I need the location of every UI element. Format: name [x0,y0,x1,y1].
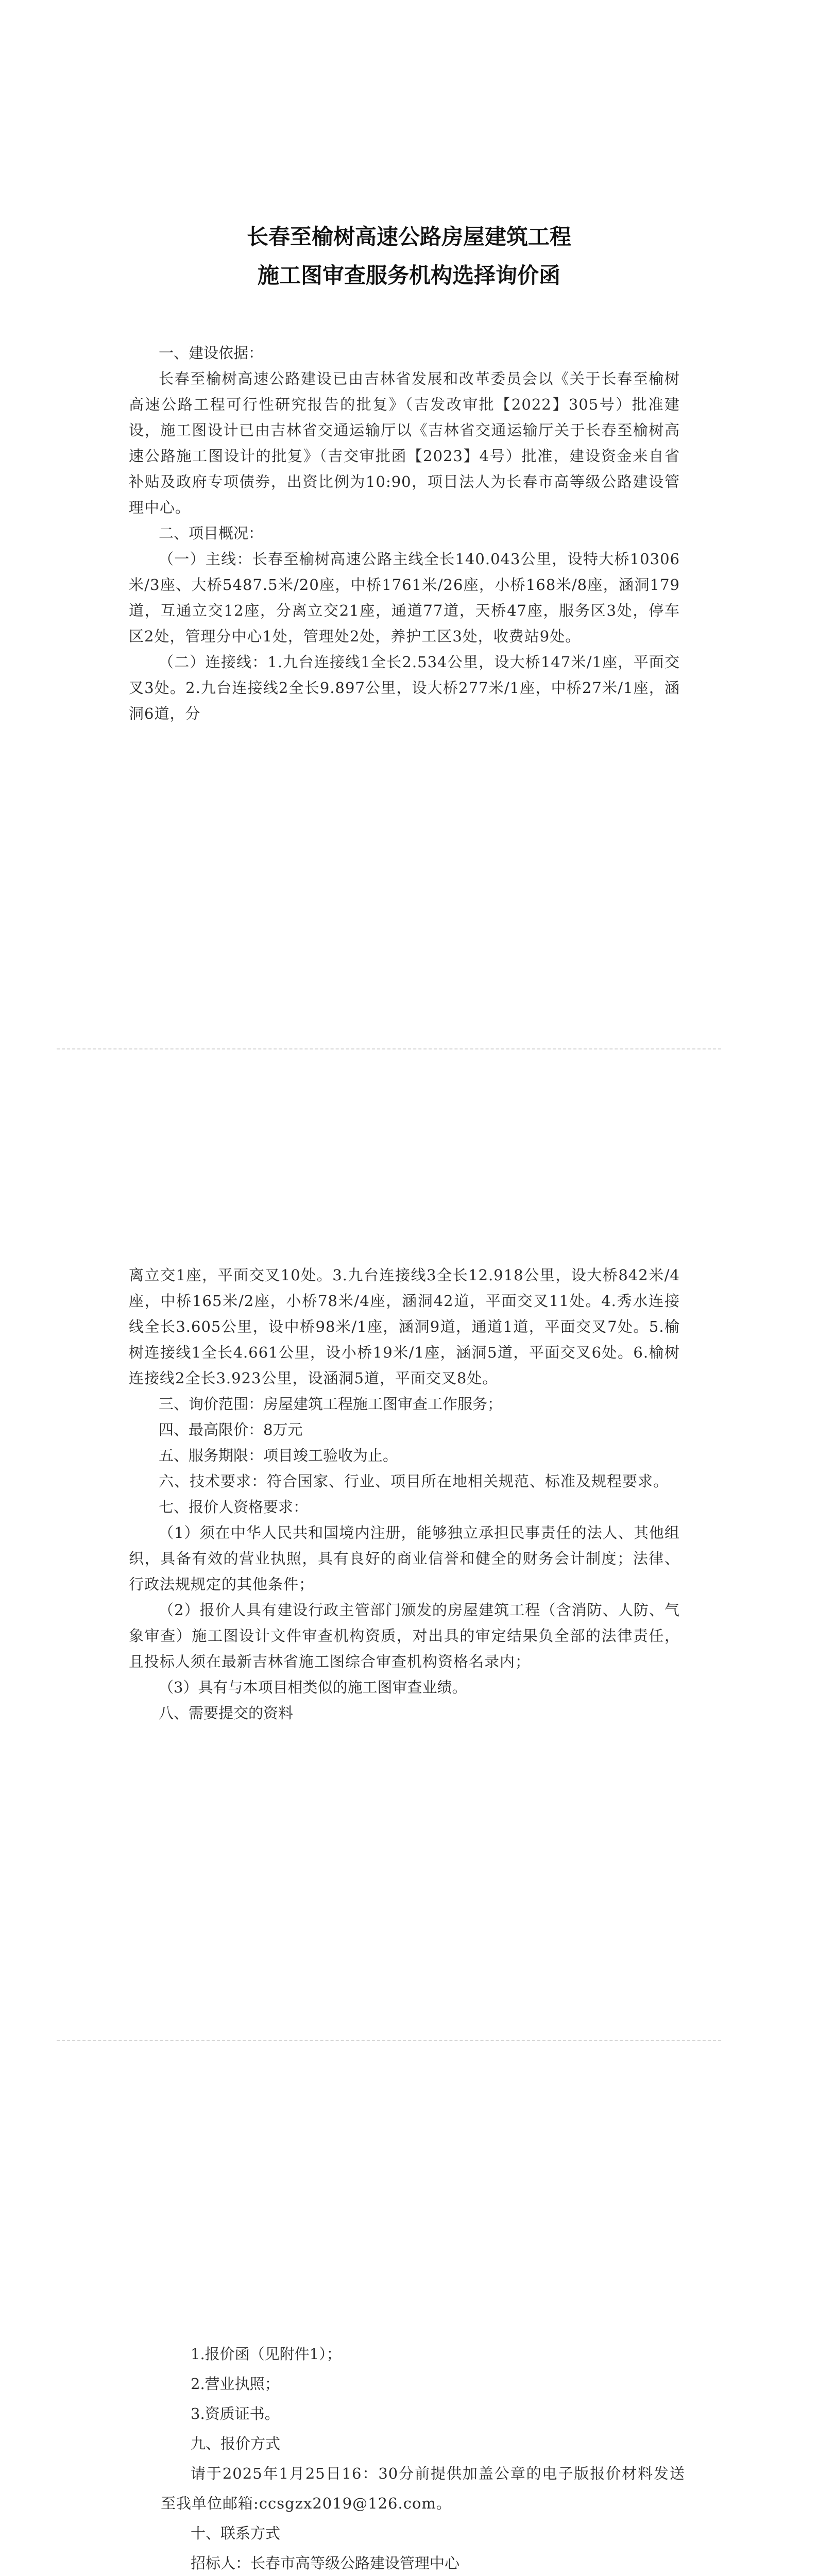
section7-item1: （1）须在中华人民共和国境内注册，能够独立承担民事责任的法人、其他组织，具备有效的营业执照，具有良好的商业信誉和健全的财务会计制度；法律、行政法规规定的其他条件； [129,1524,680,1593]
page1-body [129,340,680,726]
contact-recipient: 招标人：长春市高等级公路建设管理中心 [191,2554,460,2572]
page-separator [57,2040,721,2041]
section5-service-period: 五、服务期限：项目竣工验收为止。 [159,1447,398,1464]
section6-technical: 六、技术要求：符合国家、行业、项目所在地相关规范、标准及规程要求。 [159,1472,669,1490]
section7-heading: 七、报价人资格要求： [159,1498,309,1516]
section2-heading: 二、项目概况： [159,524,264,542]
doc-item-3: 3.资质证书。 [191,2405,280,2422]
section10-heading: 十、联系方式 [191,2524,281,2542]
section4-price-limit: 四、最高限价：8万元 [159,1421,303,1438]
section7-item3: （3）具有与本项目相类似的施工图审查业绩。 [159,1679,467,1696]
section7-item2: （2）报价人具有建设行政主管部门颁发的房屋建筑工程（含消防、人防、气象审查）施工图设计文件审查机构资质，对出具的审定结果负全部的法律责任，且投标人须在最新吉林省施工图综合审查机构资格名录内； [129,1601,680,1670]
doc-item-1: 1.报价函（见附件1）； [191,2345,342,2363]
doc-item-2: 2.营业执照； [191,2375,280,2393]
document-title-line2: 施工图审查服务机构选择询价函 [257,263,560,288]
section9-heading: 九、报价方式 [191,2435,281,2452]
section1-heading: 一、建设依据： [159,344,264,362]
section2-mainline: （一）主线：长春至榆树高速公路主线全长140.043公里，设特大桥10306米/3座、大桥5487.5米/20座，中桥1761米/26座，小桥168米/8座，涵洞179道，互通立交12座，分离立交21座，通道77道，天桥47座，服务区3处，停车区2处，管理分中心1处，管理处2处，养护工区3处，收费站9处。 [129,550,680,645]
section2-link-part1: （二）连接线：1.九台连接线1全长2.534公里，设大桥147米/1座，平面交叉3处。2.九台连接线2全长9.897公里，设大桥277米/1座，中桥27米/1座，涵洞6道，分 [129,653,680,722]
section2-link-part2: 离立交1座，平面交叉10处。3.九台连接线3全长12.918公里，设大桥842米/4座，中桥165米/2座，小桥78米/4座，涵洞42道，平面交叉11处。4.秀水连接线全长3.605公里，设中桥98米/1座，涵洞9道，通道1道，平面交叉7处。5.榆树连接线1全长4.661公里，设小桥19米/1座，涵洞5道，平面交叉6处。6.榆树连接线2全长3.923公里，设涵洞5道，平面交叉8处。 [129,1266,680,1387]
page2-body [129,1262,680,1726]
page3-body [118,2339,685,2576]
document-title-line1: 长春至榆树高速公路房屋建筑工程 [246,224,571,249]
section3-scope: 三、询价范围：房屋建筑工程施工图审查工作服务； [159,1395,503,1413]
section8-heading: 八、需要提交的资料 [159,1704,294,1722]
section9-text: 请于2025年1月25日16：30分前提供加盖公章的电子版报价材料发送至我单位邮箱:ccsgzx2019@126.com。 [161,2465,685,2512]
page-separator [57,1048,721,1049]
section1-text: 长春至榆树高速公路建设已由吉林省发展和改革委员会以《关于长春至榆树高速公路工程可行性研究报告的批复》（吉发改审批【2022】305号）批准建设，施工图设计已由吉林省交通运输厅以《吉林省交通运输厅关于长春至榆树高速公路施工图设计的批复》（吉交审批函【2023】4号）批准，建设资金来自省补贴及政府专项债券，出资比例为10:90，项目法人为长春市高等级公路建设管理中心。 [129,370,680,516]
